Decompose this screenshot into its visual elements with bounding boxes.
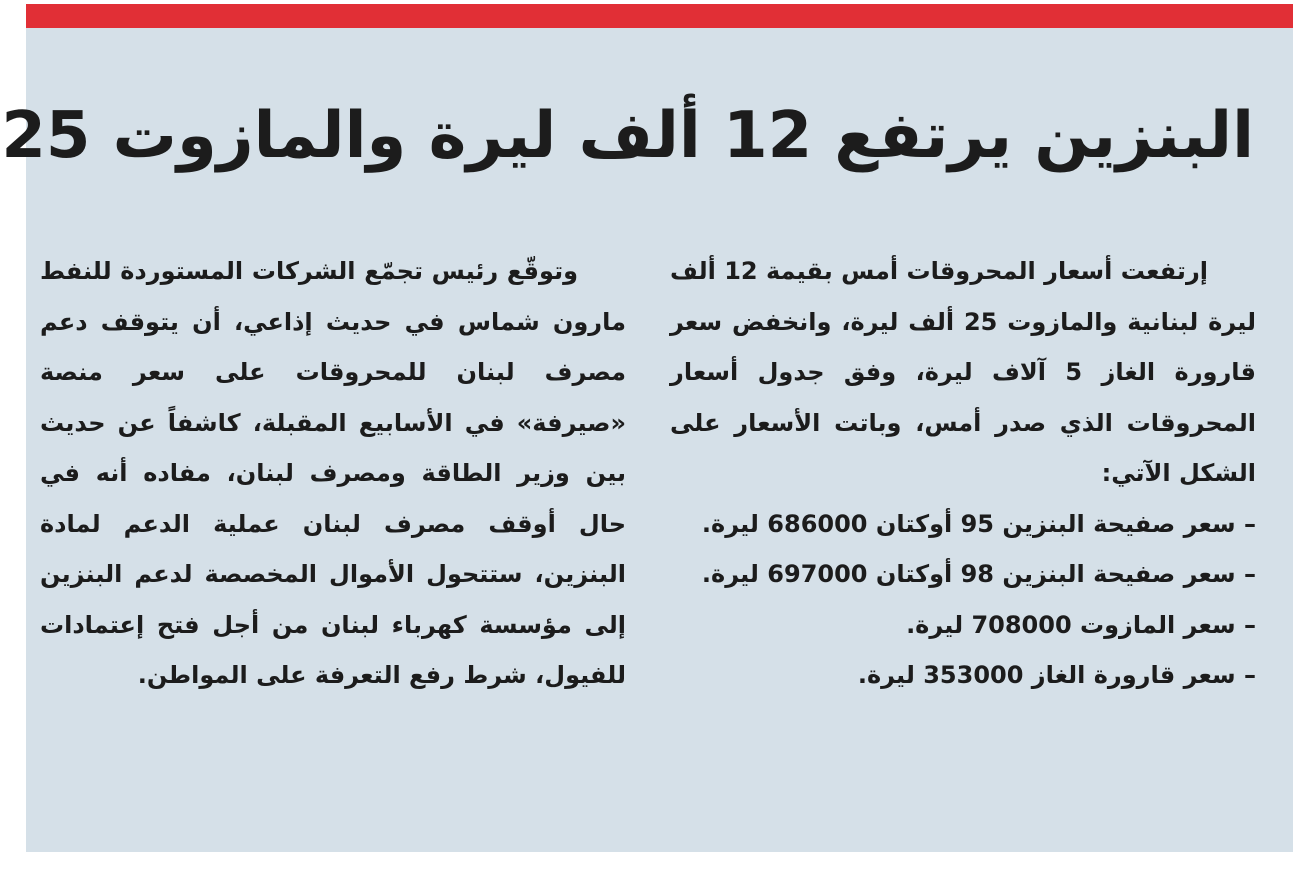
article-column-right bbox=[670, 246, 1256, 701]
statement-paragraph: وتوقّع رئيس تجمّع الشركات المستوردة للنفط مارون شماس في حديث إذاعي، أن يتوقف دعم مصرف لبنان للمحروقات على سعر منصة «صيرفة» في الأسابيع المقبلة، كاشفاً عن حديث بين وزير الطاقة ومصرف لبنان، مفاده أنه في حال أوقف مصرف لبنان عملية الدعم لمادة البنزين، ستتحول الأموال المخصصة لدعم البنزين إلى مؤسسة كهرباء لبنان من أجل فتح إعتمادات للفيول، شرط رفع التعرفة على المواطن. bbox=[40, 257, 626, 689]
price-item-gasoline-98: – سعر صفيحة البنزين 98 أوكتان 697000 ليرة. bbox=[701, 560, 1256, 588]
article-column-left bbox=[40, 246, 626, 701]
price-item-gas-cylinder: – سعر قارورة الغاز 353000 ليرة. bbox=[857, 661, 1256, 689]
price-item-gasoline-95: – سعر صفيحة البنزين 95 أوكتان 686000 ليرة. bbox=[701, 509, 1256, 538]
price-item-diesel: – سعر المازوت 708000 ليرة. bbox=[906, 610, 1256, 639]
intro-paragraph: إرتفعت أسعار المحروقات أمس بقيمة 12 ألف ليرة لبنانية والمازوت 25 ألف ليرة، وانخفض سعر قارورة الغاز 5 آلاف ليرة، وفق جدول أسعار المحروقات الذي صدر أمس، وباتت الأسعار على الشكل الآتي: bbox=[670, 257, 1256, 487]
red-accent-bar bbox=[26, 4, 1293, 28]
article-headline: البنزين يرتفع 12 ألف ليرة والمازوت 25 bbox=[1, 99, 1254, 173]
